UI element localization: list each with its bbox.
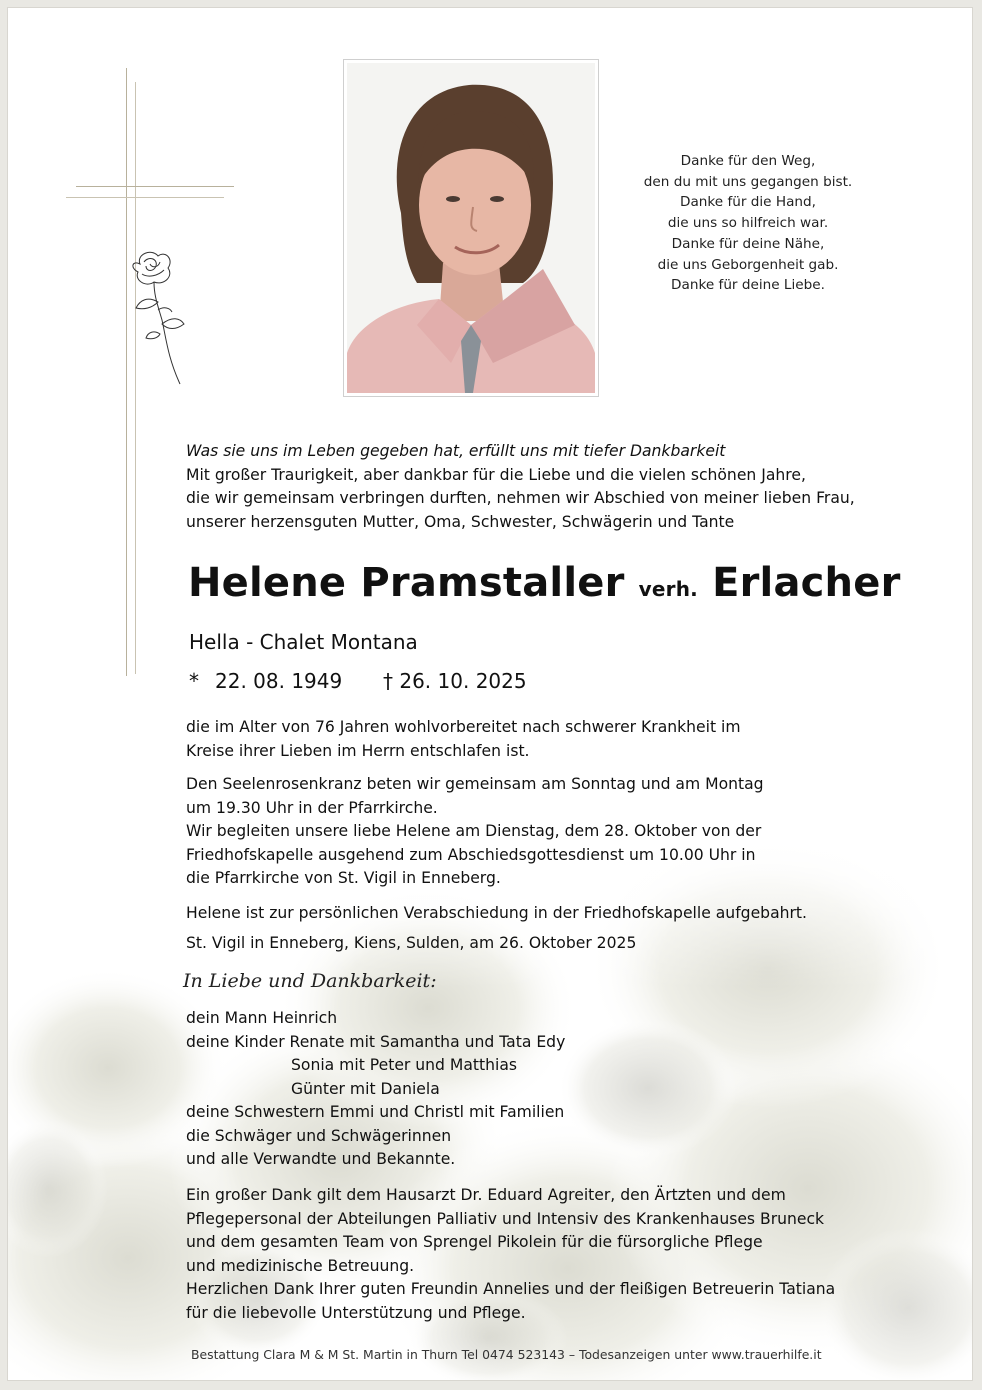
- closing-heading: In Liebe und Dankbarkeit:: [183, 970, 437, 992]
- intro-line: unserer herzensguten Mutter, Oma, Schwester, Schwägerin und Tante: [186, 512, 735, 531]
- paragraph-line: Wir begleiten unsere liebe Helene am Dienstag, dem 28. Oktober von der: [186, 822, 762, 840]
- family-list: [186, 1007, 565, 1172]
- poem: [598, 151, 898, 296]
- paragraph-line: Friedhofskapelle ausgehend zum Abschiedsgottesdienst um 10.00 Uhr in: [186, 845, 756, 864]
- place-and-date: St. Vigil in Enneberg, Kiens, Sulden, am 26. Oktober 2025: [186, 934, 637, 952]
- death-info: [383, 669, 527, 693]
- family-line-indented: Sonia mit Peter und Matthias: [291, 1056, 518, 1074]
- paragraph-line: um 19.30 Uhr in der Pfarrkirche.: [186, 798, 438, 817]
- poem-line: Danke für deine Nähe,: [671, 235, 825, 252]
- portrait-frame: [343, 59, 599, 397]
- birth-symbol: *: [189, 669, 199, 693]
- intro-text: [186, 440, 855, 534]
- paragraph-viewing: Helene ist zur persönlichen Verabschiedung in der Friedhofskapelle aufgebahrt.: [186, 904, 807, 922]
- thanks-line: Pflegepersonal der Abteilungen Palliativ und Intensiv des Krankenhauses Bruneck: [186, 1209, 825, 1228]
- family-line-indented: Günter mit Daniela: [291, 1079, 440, 1098]
- paragraph-services: [186, 773, 764, 891]
- paragraph-line: die im Alter von 76 Jahren wohlvorbereitet nach schwerer Krankheit im: [186, 718, 741, 736]
- thanks-line: Ein großer Dank gilt dem Hausarzt Dr. Eduard Agreiter, den Ärtzten und dem: [186, 1186, 786, 1204]
- birth-date: 22. 08. 1949: [215, 669, 343, 693]
- paragraph-passing: [186, 716, 741, 763]
- thanks-line: Herzlichen Dank Ihrer guten Freundin Annelies und der fleißigen Betreuerin Tatiana: [186, 1280, 836, 1298]
- cross-horizontal-line-2: [66, 197, 224, 198]
- thanks-line: und dem gesamten Team von Sprengel Pikolein für die fürsorgliche Pflege: [186, 1233, 763, 1251]
- rose-icon: [118, 246, 188, 386]
- poem-line: den du mit uns gegangen bist.: [643, 173, 853, 190]
- poem-line: Danke für den Weg,: [680, 153, 816, 169]
- intro-line: die wir gemeinsam verbringen durften, nehmen wir Abschied von meiner lieben Frau,: [186, 489, 855, 507]
- cross-horizontal-line: [76, 186, 234, 187]
- footer-funeral-home: Bestattung Clara M & M St. Martin in Thurn Tel 0474 523143 – Todesanzeigen unter www.trauerhilfe.it: [191, 1347, 822, 1362]
- family-line: deine Schwestern Emmi und Christl mit Familien: [186, 1103, 565, 1121]
- family-line: dein Mann Heinrich: [186, 1009, 338, 1027]
- thanks-paragraph: [186, 1184, 835, 1325]
- death-date: 26. 10. 2025: [399, 669, 527, 693]
- thanks-line: für die liebevolle Unterstützung und Pflege.: [186, 1303, 526, 1322]
- paragraph-line: Den Seelenrosenkranz beten wir gemeinsam am Sonntag und am Montag: [186, 775, 764, 793]
- paragraph-line: die Pfarrkirche von St. Vigil in Enneberg.: [186, 869, 501, 887]
- poem-line: Danke für deine Liebe.: [671, 277, 825, 294]
- life-dates: [189, 669, 527, 693]
- intro-line: Mit großer Traurigkeit, aber dankbar für die Liebe und die vielen schönen Jahre,: [186, 465, 806, 484]
- married-prefix: verh.: [638, 577, 698, 601]
- nickname: Hella - Chalet Montana: [189, 630, 418, 654]
- thanks-line: und medizinische Betreuung.: [186, 1256, 415, 1275]
- obituary-page: [8, 8, 972, 1380]
- death-symbol: †: [383, 669, 393, 693]
- poem-line: die uns so hilfreich war.: [667, 215, 829, 232]
- poem-line: die uns Geborgenheit gab.: [657, 256, 839, 273]
- portrait-photo: [347, 63, 595, 393]
- married-name: Erlacher: [712, 560, 901, 606]
- family-line: deine Kinder Renate mit Samantha und Tata Edy: [186, 1032, 566, 1051]
- paragraph-line: Kreise ihrer Lieben im Herrn entschlafen ist.: [186, 741, 530, 760]
- poem-line: Danke für die Hand,: [679, 194, 816, 211]
- deceased-name: [188, 560, 901, 606]
- family-line: die Schwäger und Schwägerinnen: [186, 1126, 452, 1145]
- family-line: und alle Verwandte und Bekannte.: [186, 1150, 456, 1168]
- intro-italic-line: Was sie uns im Leben gegeben hat, erfüllt uns mit tiefer Dankbarkeit: [186, 442, 726, 460]
- deceased-full-name: Helene Pramstaller: [188, 560, 625, 606]
